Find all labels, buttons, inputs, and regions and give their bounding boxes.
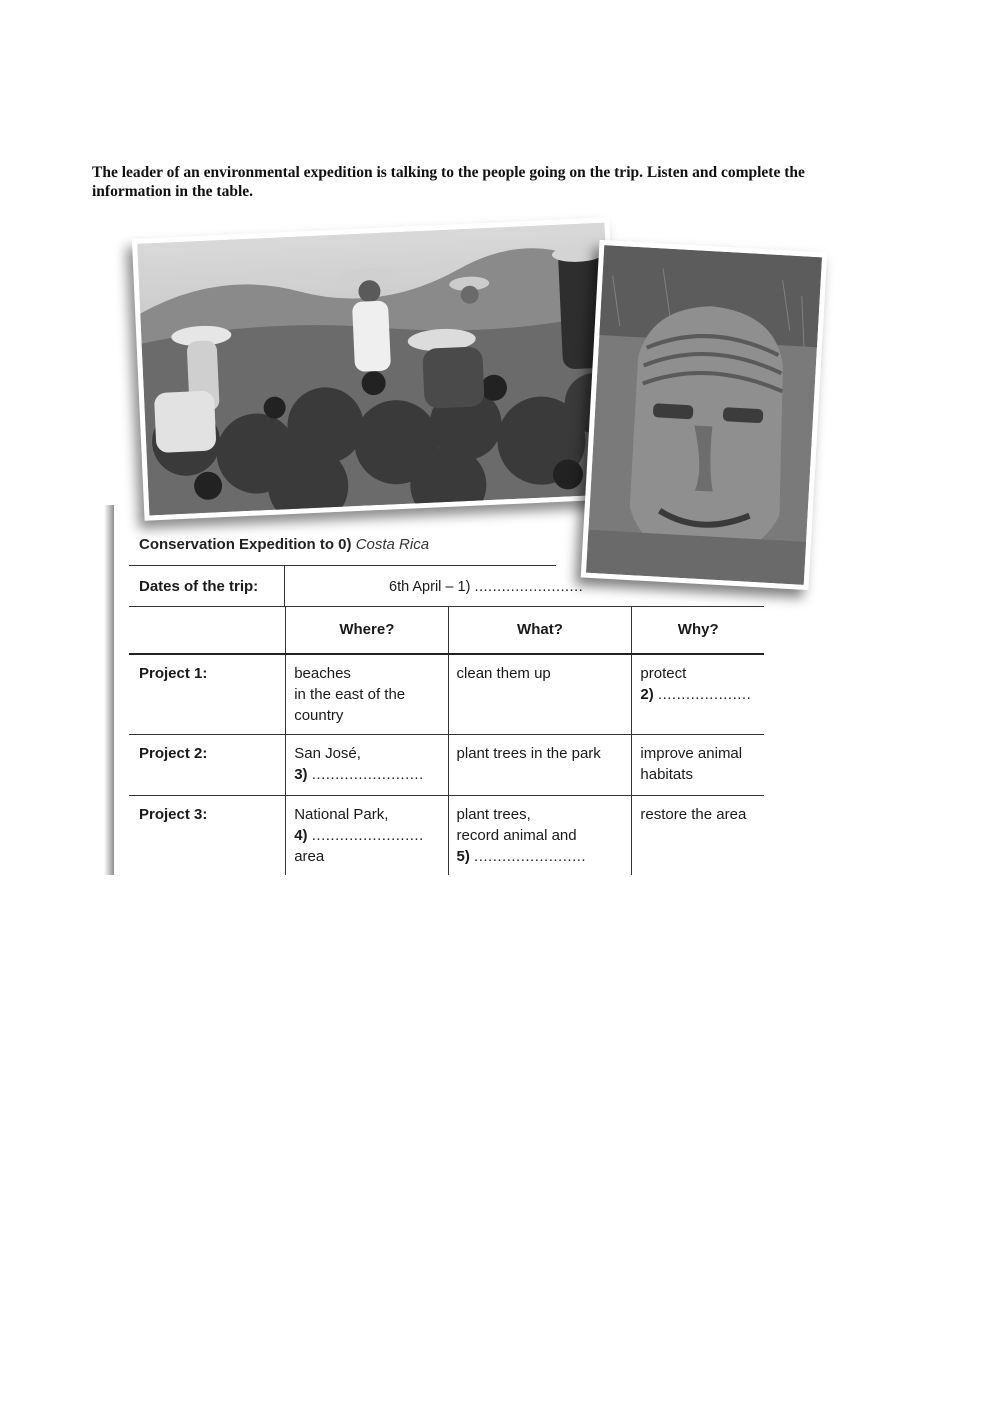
stone-head-photo [581,240,828,590]
card-title-country: Costa Rica [355,536,430,553]
why-line: habitats [640,766,693,783]
where-cell [286,735,448,796]
header-what: What? [448,607,632,655]
where-cell [286,796,448,876]
table-row [129,654,764,735]
project-label: Project 3: [139,806,208,823]
why-cell [632,796,764,876]
why-cell [632,735,764,796]
blank-number: 3) [294,766,308,783]
project-label: Project 2: [139,745,208,762]
dates-label: Dates of the trip: [139,578,259,595]
dates-value-text: 6th April – 1) [389,579,471,595]
what-line: clean them up [456,665,551,682]
where-line: country [294,707,344,724]
card-edge [104,505,114,875]
table-row [129,796,764,876]
what-cell [448,735,632,796]
where-line: in the east of the [294,686,406,703]
card-title [139,536,429,553]
where-cell [286,654,448,735]
why-line: improve animal [640,745,743,762]
header-blank [129,607,286,655]
header-where: Where? [286,607,448,655]
blank-number: 4) [294,827,308,844]
dates-divider [284,566,285,606]
table-header-row [129,607,764,655]
blank-2[interactable]: .................... [657,686,752,703]
what-line: record animal and [456,827,577,844]
project-label: Project 1: [139,665,208,682]
blank-number: 2) [640,686,654,703]
instructions-text: The leader of an environmental expedition is talking to the people going on the trip. Listen and complete the information in the table. [92,164,805,200]
coffee-pickers-photo [132,217,622,520]
why-line: restore the area [640,806,747,823]
blank-1[interactable]: ........................ [474,579,584,595]
blank-4[interactable]: ........................ [311,827,424,844]
dates-value [389,579,583,595]
header-why: Why? [632,607,764,655]
projects-table [129,606,764,875]
what-cell [448,654,632,735]
where-line: beaches [294,665,351,682]
why-cell [632,654,764,735]
blank-5[interactable]: ........................ [474,848,587,865]
what-line: plant trees, [456,806,531,823]
what-cell [448,796,632,876]
where-line: area [294,848,325,865]
where-line: National Park, [294,806,389,823]
dates-row [129,566,764,606]
card-title-prefix: Conservation Expedition to 0) [139,536,352,553]
why-line: protect [640,665,687,682]
where-line: San José, [294,745,361,762]
table-row [129,735,764,796]
what-line: plant trees in the park [456,745,601,762]
blank-3[interactable]: ........................ [311,766,424,783]
blank-number: 5) [456,848,470,865]
